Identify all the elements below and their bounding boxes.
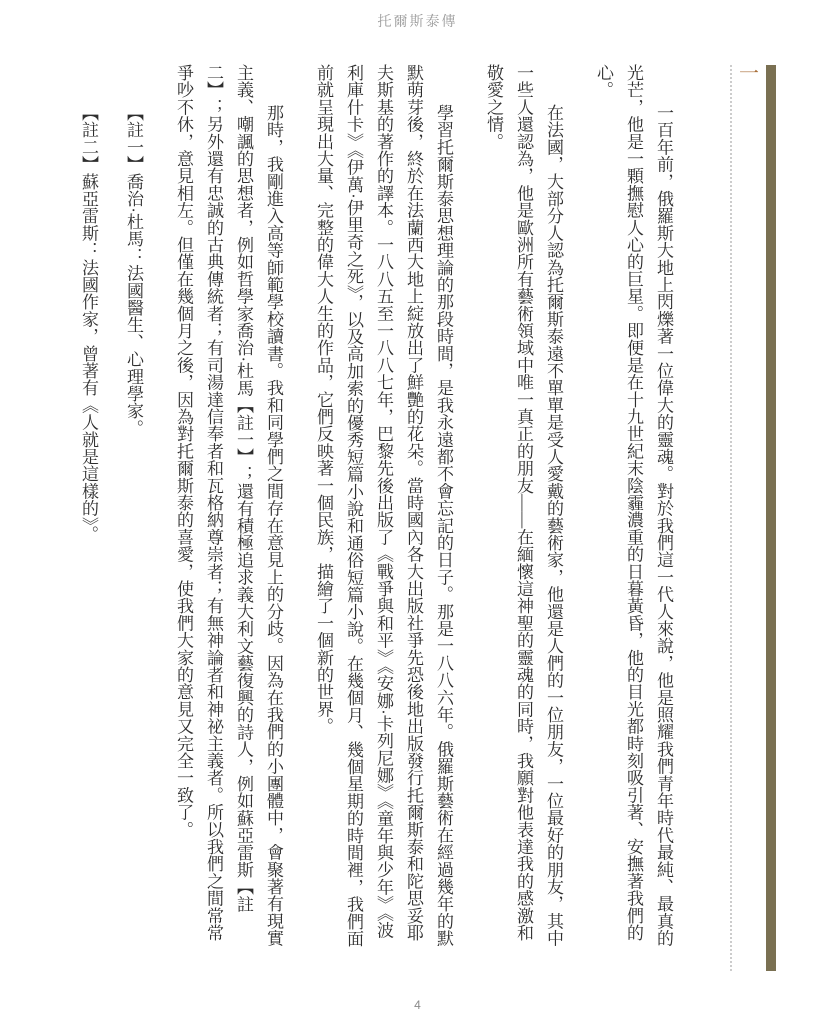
dotted-divider <box>730 65 732 971</box>
body-text <box>72 64 678 950</box>
page-number: 4 <box>414 998 421 1012</box>
footnote: 【註一】喬治·杜馬：法國醫生、心理學家。 <box>124 103 143 437</box>
paragraph: 那時，我剛進入高等師範學校讀書。我和同學們之間存在意見上的分歧。因為在我們的小團體中，會聚著有現實主義、嘲諷的思想者，例如哲學家喬治·杜馬【註一】；還有積極追求義大利文藝復興的詩人，例如蘇亞雷斯【註二】；另外還有忠誠的古典傳統者；有司湯達信奉者和瓦格納尊崇者；有無神論者和神祕主義者。所以我們之間常常爭吵不休，意見相左。但僅在幾個月之後，因為對托爾斯泰的喜愛，使我們大家的意見又完全一致了。 <box>174 64 283 947</box>
paragraph: 一百年前，俄羅斯大地上閃爍著一位偉大的靈魂。對於我們這一代人來說，他是照耀我們青年時代最純、最真的光芒，他是一顆撫慰人心的巨星。即便是在十九世紀末陰霾濃重的日暮黃昏，他的目光都時刻吸引著、安撫著我們的心。 <box>594 64 673 947</box>
paragraph: 在法國，大部分人認為托爾斯泰遠不單單是受人愛戴的藝術家，他還是人們的一位朋友，一位最好的朋友，其中一些人還認為，他是歐洲所有藝術領域中唯一真正的朋友——在緬懷這神聖的靈魂的同時，我願對他表達我的感激和敬愛之情。 <box>484 64 563 947</box>
footnotes <box>73 64 148 950</box>
chapter-number: 一 <box>739 63 759 85</box>
chapter-accent-bar <box>766 65 776 971</box>
footnote: 【註二】蘇亞雷斯：法國作家，曾著有《人就是這樣的》。 <box>79 103 98 543</box>
book-title: 托爾斯泰傳 <box>377 13 458 29</box>
paragraph: 學習托爾斯泰思想理論的那段時間，是我永遠都不會忘記的日子。那是一八八六年。俄羅斯藝術在經過幾年的默默萌芽後，終於在法蘭西大地上綻放出了鮮艷的花朵。當時國內各大出版社爭先恐後地出版發行托爾斯泰和陀思妥耶夫斯基的著作的譯本。一八八五至一八八七年，巴黎先後出版了《戰爭與和平》《安娜·卡列尼娜》《童年與少年》《波利庫什卡》《伊萬·伊里奇之死》，以及高加索的優秀短篇小說和通俗短篇小說。在幾個月、幾個星期的時間裡，我們面前就呈現出大量、完整的偉大人生的作品，它們反映著一個民族，描繪了一個新的世界。 <box>314 64 453 948</box>
